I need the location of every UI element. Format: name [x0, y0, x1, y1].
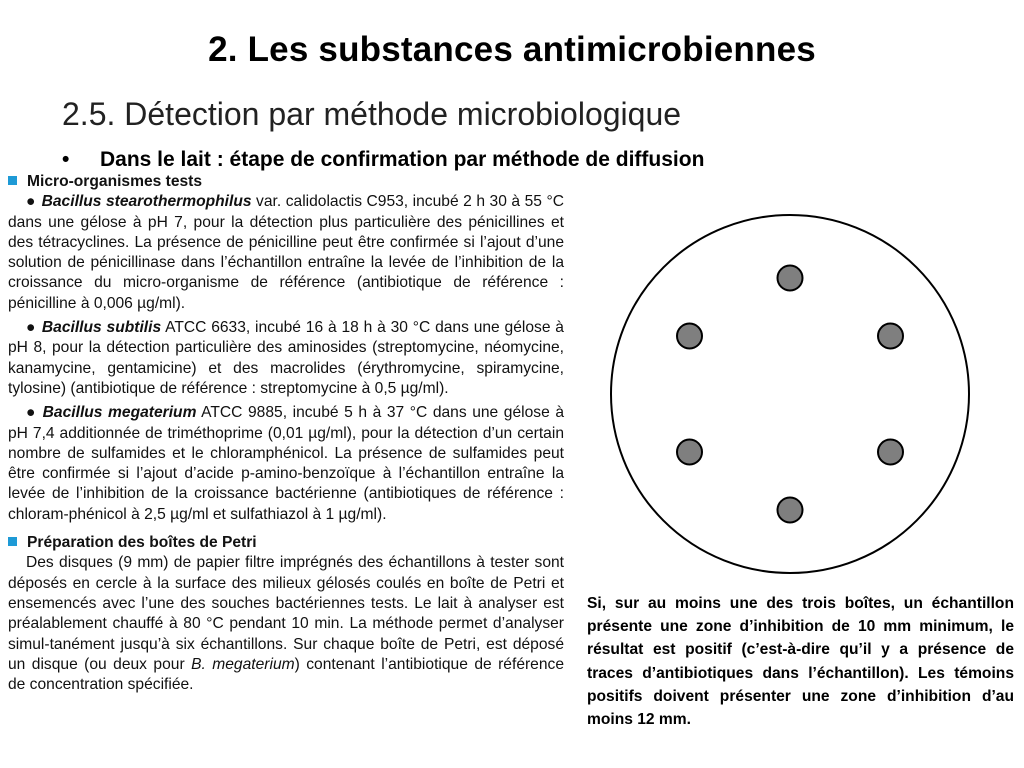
- sample-disc: [778, 498, 803, 523]
- slide-subtitle: 2.5. Détection par méthode microbiologique: [62, 96, 682, 132]
- sample-disc: [677, 440, 702, 465]
- paragraph-subtilis: ● Bacillus subtilis ATCC 6633, incubé 16 à 18 h à 30 °C dans une gélose à pH 8, pour la détection particulière des aminosides (streptomycine, néomycine, kanamycine, gentamicine) et des macrolides (érythromycine, spiramycine, tylosine) (antibiotique de référence : streptomycine à 0,5 µg/ml).: [8, 319, 564, 397]
- sample-disc: [677, 324, 702, 349]
- bullet-point: [62, 148, 704, 174]
- result-note: Si, sur au moins une des trois boîtes, un échantillon présente une zone d’inhibition de 10 mm minimum, le résultat est positif (c’est-à-dire qu’il y a présence de traces d’antibiotiques dans l’échantillon). Les témoins positifs doivent présenter une zone d’inhibition d’au moins 12 mm.: [587, 595, 1014, 729]
- bullet-icon: ●: [26, 404, 37, 422]
- sample-disc: [878, 324, 903, 349]
- sample-disc: [878, 440, 903, 465]
- bullet-icon: ●: [26, 193, 36, 211]
- sample-discs: [677, 266, 903, 523]
- section-heading-micro-organisms: Micro-organismes tests: [8, 172, 564, 192]
- square-marker-icon: [8, 176, 17, 185]
- paragraph-petri-preparation: Des disques (9 mm) de papier filtre imprégnés des échantillons à tester sont déposés en cercle à la surface des milieux gélosés coulés en boîte de Petri et ensemencés avec l’une des souches bactériennes tests. Le lait à analyser est préalablement chauffé à 80 °C pendant 10 min. La méthode permet d’analyser simul-tanément jusqu’à six échantillons. Sur chaque boîte de Petri, est déposé un disque (ou deux pour B. megaterium) contenant l’antibiotique de référence de concentration spécifiée.: [8, 554, 564, 694]
- bullet-icon: ●: [26, 319, 36, 337]
- petri-dish-diagram: [604, 214, 976, 574]
- paragraph-megaterium: ● Bacillus megaterium ATCC 9885, incubé 5 h à 37 °C dans une gélose à pH 7,4 additionnée de triméthoprime (0,01 µg/ml), pour la détection d’un certain nombre de sulfamides et le chloramphénicol. La présence de sulfamides peut être confirmée si l’ajout d’acide p-amino-benzoïque à l’échantillon entraîne la levée de l’inhibition de la croissance bactérienne (antibiotiques de référence : chloram-phénicol à 2,5 µg/ml et sulfathiazol à 1 µg/ml).: [8, 404, 564, 523]
- scanned-document-excerpt: [8, 172, 564, 695]
- sample-disc: [778, 266, 803, 291]
- section-heading-petri-preparation: Préparation des boîtes de Petri: [8, 533, 564, 553]
- bullet-text: Dans le lait : étape de confirmation par méthode de diffusion: [100, 148, 705, 171]
- bullet-icon: •: [62, 148, 70, 171]
- square-marker-icon: [8, 537, 17, 546]
- slide-title: 2. Les substances antimicrobiennes: [208, 30, 816, 69]
- paragraph-stearothermophilus: ● Bacillus stearothermophilus var. calidolactis C953, incubé 2 h 30 à 55 °C dans une gélose à pH 7, pour la détection plus particulière des pénicillines et des tétracyclines. La présence de pénicilline peut être confirmée si l’ajout d’une solution de pénicillinase dans l’échantillon entraîne la levée de l’inhibition de la croissance du micro-organisme de référence (antibiotique de référence : pénicilline à 0,006 µg/ml).: [8, 193, 565, 312]
